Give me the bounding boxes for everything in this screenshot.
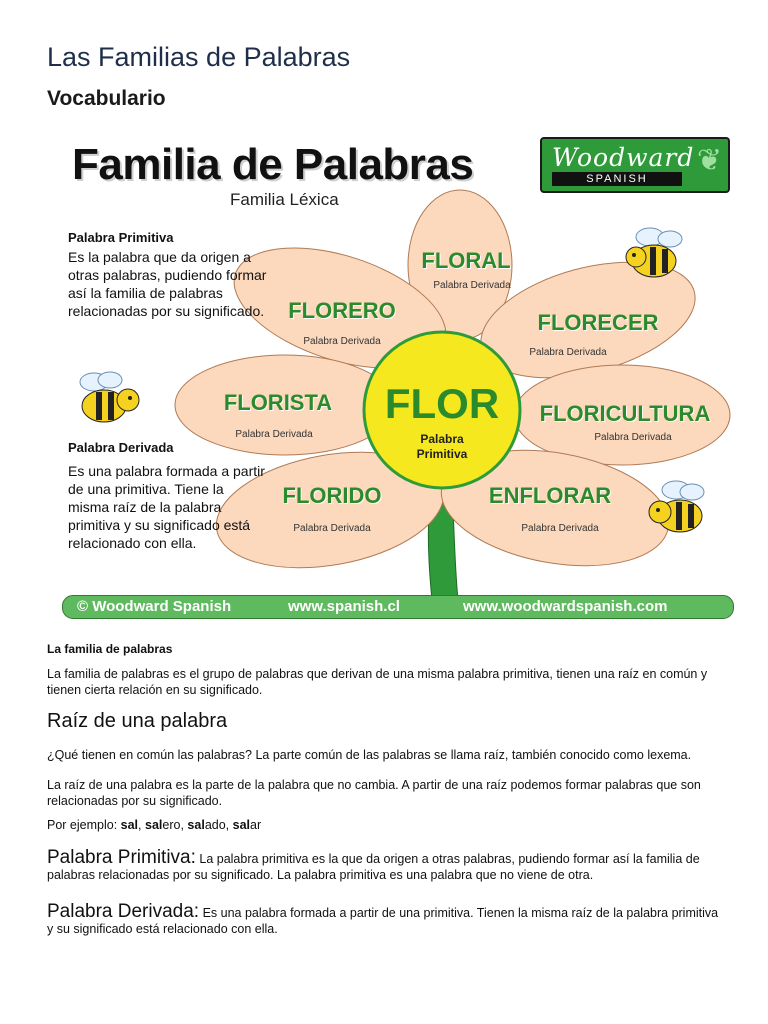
example-root: sal	[232, 818, 251, 832]
bee-icon	[640, 480, 720, 540]
petal-word-enflorar: ENFLORAR	[488, 483, 612, 508]
petal-label-florido: Palabra Derivada	[293, 523, 371, 534]
petal-word-florero: FLORERO	[288, 298, 396, 323]
example-rest: ar	[250, 818, 262, 832]
page-subtitle: Vocabulario	[47, 87, 166, 110]
petal-word-floricultura: FLORICULTURA	[539, 401, 711, 426]
fern-icon: ❦	[696, 144, 722, 177]
example-root: sal	[145, 818, 163, 832]
example-root: sal	[120, 818, 139, 832]
bee-icon	[70, 370, 150, 430]
infographic-footer	[62, 595, 734, 619]
petal-word-florecer: FLORECER	[537, 310, 659, 335]
primitiva-section	[47, 847, 719, 883]
footer-link-woodwardspanish[interactable]: www.woodwardspanish.com	[463, 598, 668, 615]
example-intro: Por ejemplo:	[47, 818, 121, 832]
petal-label-floricultura: Palabra Derivada	[594, 432, 672, 443]
example-rest: ero	[162, 818, 181, 832]
derivada-section-text: Es una palabra formada a partir de una primitiva. Tienen la misma raíz de la palabra primitiva y su significado está relacionado con ella.	[47, 906, 719, 936]
logo-name: Woodward	[552, 143, 695, 172]
primitiva-heading: Palabra Primitiva	[68, 230, 174, 245]
center-label: Palabra Primitiva	[416, 432, 468, 461]
logo-sub: SPANISH	[552, 172, 682, 186]
petal-label-florista: Palabra Derivada	[235, 429, 313, 440]
bee-icon	[620, 225, 690, 285]
infographic-subtitle: Familia Léxica	[230, 190, 339, 209]
petal-word-florido: FLORIDO	[282, 483, 382, 508]
example-root: sal	[187, 818, 205, 832]
petal-word-florista: FLORISTA	[223, 390, 333, 415]
derivada-text: Es una palabra formada a partir de una primitiva. Tiene la misma raíz de la palabra primitiva y su significado está relacionado con ella.	[68, 463, 265, 551]
derivada-heading: Palabra Derivada	[68, 440, 174, 455]
primitiva-section-text: La palabra primitiva es la que da origen a otras palabras, pudiendo formar así la familia de palabras relacionadas por su significado. La palabra primitiva es una palabra que no viene de otra.	[47, 852, 700, 882]
petal-label-florero: Palabra Derivada	[303, 336, 381, 347]
petal-word-floral: FLORAL	[421, 248, 511, 273]
infographic-title: Familia de Palabras	[72, 140, 474, 189]
raiz-paragraph-1: ¿Qué tienen en común las palabras? La parte común de las palabras se llama raíz, también conocido como lexema.	[47, 748, 692, 762]
raiz-examples: Por ejemplo: sal, salero, salado, salar	[47, 818, 262, 832]
petal-label-enflorar: Palabra Derivada	[521, 523, 599, 534]
familia-heading: La familia de palabras	[47, 642, 173, 656]
familia-text: La familia de palabras es el grupo de palabras que derivan de una misma palabra primitiva, tienen una raíz en común y tienen cierta relación en su significado.	[47, 667, 708, 697]
example-rest: ado	[204, 818, 226, 832]
petal-label-floral: Palabra Derivada	[433, 280, 511, 291]
primitiva-text: Es la palabra que da origen a otras palabras, pudiendo formar así la familia de palabras relacionadas por su significado.	[68, 249, 267, 319]
primitiva-section-heading: Palabra Primitiva:	[47, 847, 196, 868]
footer-link-spanish-cl[interactable]: www.spanish.cl	[288, 598, 400, 615]
raiz-paragraph-2: La raíz de una palabra es la parte de la palabra que no cambia. A partir de una raíz podemos formar palabras que son relacionadas por su significado.	[47, 778, 701, 808]
petal-label-florecer: Palabra Derivada	[529, 347, 607, 358]
footer-copyright: © Woodward Spanish	[77, 598, 232, 615]
derivada-section-heading: Palabra Derivada:	[47, 901, 200, 922]
woodward-logo	[540, 137, 730, 193]
center-word-flor: FLOR	[384, 380, 500, 427]
raiz-heading: Raíz de una palabra	[47, 710, 228, 732]
derivada-section	[47, 901, 719, 937]
page-title: Las Familias de Palabras	[47, 42, 351, 72]
word-family-infographic	[40, 130, 740, 625]
